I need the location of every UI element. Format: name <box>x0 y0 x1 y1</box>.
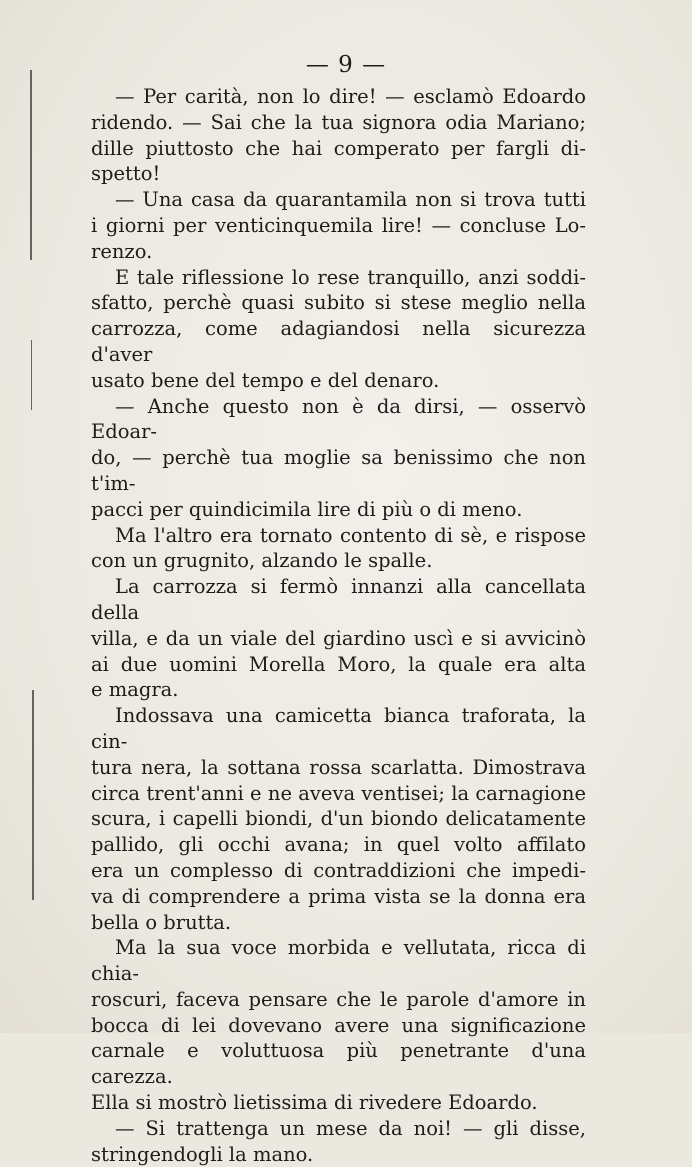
text-line: Indossava una camicetta bianca traforata, la cin- <box>91 704 586 753</box>
text-line: dille piuttosto che hai comperato per fargli di- <box>91 136 586 160</box>
text-line: circa trent'anni e ne aveva ventisei; la carnagione <box>91 781 586 805</box>
text-line: — Una casa da quarantamila non si trova tutti <box>115 188 586 212</box>
text-line: sfatto, perchè quasi subito si stese meglio nella <box>91 291 586 315</box>
text-line: Ma l'altro era tornato contento di sè, e rispose <box>115 523 586 547</box>
text-line: Ma la sua voce morbida e vellutata, ricca di chia- <box>91 936 586 986</box>
text-line: La carrozza si fermò innanzi alla cancellata della <box>91 575 586 624</box>
text-line: era un complesso di contraddizioni che impedi- <box>91 858 586 882</box>
page-number: — 9 — <box>305 52 387 78</box>
text-line: — Si trattenga un mese da noi! — gli disse, <box>115 1116 586 1140</box>
paragraph <box>91 523 586 575</box>
text-line: do, — perchè tua moglie sa benissimo che non t'im- <box>91 446 586 495</box>
text-line: villa, e da un viale del giardino uscì e si avvicinò <box>91 626 586 650</box>
paragraph <box>91 265 586 394</box>
text-line: renzo. <box>91 239 153 263</box>
paragraph <box>91 935 586 1116</box>
paragraph <box>91 574 586 703</box>
text-line: pacci per quindicimila lire di più o di meno. <box>91 497 523 521</box>
text-line: usato bene del tempo e del denaro. <box>91 368 440 392</box>
paragraph <box>91 703 586 935</box>
body-text <box>91 84 586 1167</box>
text-line: tura nera, la sottana rossa scarlatta. Dimostrava <box>91 755 586 779</box>
paragraph <box>91 187 586 264</box>
text-line: Ella si mostrò lietissima di rivedere Edoardo. <box>91 1091 538 1115</box>
text-line: e magra. <box>91 678 179 702</box>
text-line: carnale e voluttuosa più penetrante d'una carezza. <box>91 1039 586 1089</box>
text-line: E tale riflessione lo rese tranquillo, anzi soddi- <box>115 265 586 289</box>
text-line: — Per carità, non lo dire! — esclamò Edoardo <box>115 85 586 108</box>
text-line: ai due uomini Morella Moro, la quale era alta <box>91 652 586 676</box>
text-line: con un grugnito, alzando le spalle. <box>91 549 433 573</box>
paragraph <box>91 84 586 187</box>
text-line: va di comprendere a prima vista se la donna era <box>91 884 586 908</box>
paragraph <box>91 1116 586 1167</box>
text-line: ridendo. — Sai che la tua signora odia Mariano; <box>91 110 586 134</box>
text-line: stringendogli la mano. <box>91 1142 314 1166</box>
binding-edge-mark <box>30 70 32 260</box>
text-line: — Anche questo non è da dirsi, — osservò Edoar- <box>91 394 586 444</box>
text-line: bella o brutta. <box>91 910 232 934</box>
text-line: roscuri, faceva pensare che le parole d'amore in <box>91 987 586 1011</box>
binding-edge-mark <box>31 340 32 410</box>
text-line: carrozza, come adagiandosi nella sicurezza d'aver <box>91 317 586 366</box>
text-line: bocca di lei dovevano avere una significazione <box>91 1013 586 1037</box>
binding-edge-mark <box>32 690 34 900</box>
text-line: pallido, gli occhi avana; in quel volto affilato <box>91 833 586 857</box>
text-line: spetto! <box>91 162 161 186</box>
text-line: scura, i capelli biondi, d'un biondo delicatamente <box>91 807 586 831</box>
paragraph <box>91 394 586 523</box>
text-line: i giorni per venticinquemila lire! — concluse Lo- <box>91 213 586 237</box>
